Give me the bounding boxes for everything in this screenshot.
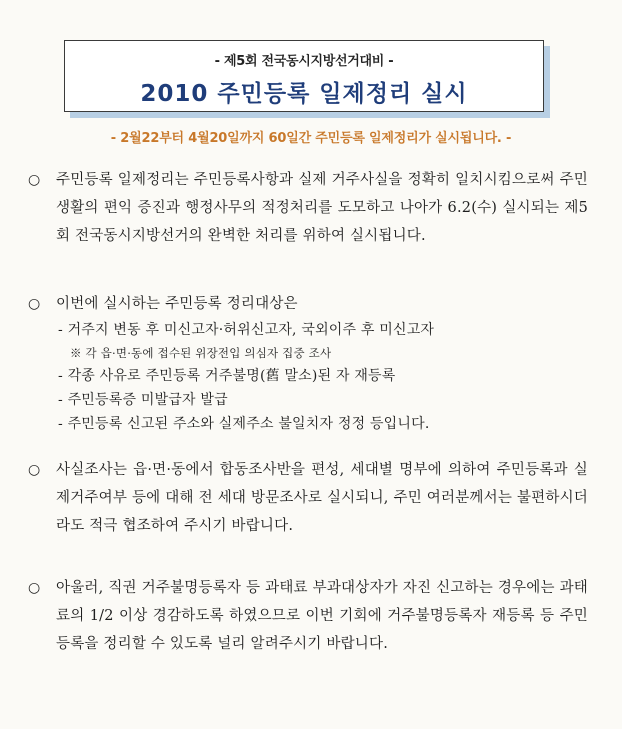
circle-bullet-icon: ○ — [28, 172, 41, 188]
section-4 — [28, 574, 588, 658]
notice-banner: - 2월22부터 4월20일까지 60일간 주민등록 일제정리가 실시됩니다. - — [110, 131, 512, 146]
circle-bullet-icon: ○ — [28, 296, 41, 312]
section-4-text: 아울러, 직권 거주불명등록자 등 과태료 부과대상자가 자진 신고하는 경우에는 과태료의 1/2 이상 경감하도록 하였으므로 이번 기회에 거주불명등록자 재등록 등 주민등록을 정리할 수 있도록 널리 알려주시기 바랍니다. — [56, 580, 588, 652]
list-item: - 거주지 변동 후 미신고자·허위신고자, 국외이주 후 미신고자 — [58, 322, 435, 338]
page-subtitle: - 제5회 전국동시지방선거대비 - — [214, 54, 394, 69]
section-1-text: 주민등록 일제정리는 주민등록사항과 실제 거주사실을 정확히 일치시킴으로써 주민생활의 편익 증진과 행정사무의 적정처리를 도모하고 나아가 6.2(수) 실시되는 제5회 전국동시지방선거의 완벽한 처리를 위하여 실시됩니다. — [56, 172, 588, 244]
list-item: - 주민등록 신고된 주소와 실제주소 불일치자 정정 등입니다. — [58, 416, 430, 432]
list-item: - 각종 사유로 주민등록 거주불명(舊 말소)된 자 재등록 — [58, 368, 396, 384]
circle-bullet-icon: ○ — [28, 462, 41, 478]
section-3 — [28, 456, 588, 540]
circle-bullet-icon: ○ — [28, 580, 41, 596]
page-title: 2010 주민등록 일제정리 실시 — [140, 81, 468, 107]
list-note: ※ 각 읍·면·동에 접수된 위장전입 의심자 집중 조사 — [70, 346, 332, 360]
title-box — [64, 40, 544, 112]
section-3-text: 사실조사는 읍·면·동에서 합동조사반을 편성, 세대별 명부에 의하여 주민등록과 실제거주여부 등에 대해 전 세대 방문조사로 실시되니, 주민 여러분께서는 불편하시더라도 적극 협조하여 주시기 바랍니다. — [56, 462, 588, 534]
section-2 — [28, 290, 588, 436]
target-list — [58, 318, 588, 436]
list-item: - 주민등록증 미발급자 발급 — [58, 392, 228, 408]
section-2-text: 이번에 실시하는 주민등록 정리대상은 — [56, 296, 298, 312]
section-1 — [28, 166, 588, 250]
